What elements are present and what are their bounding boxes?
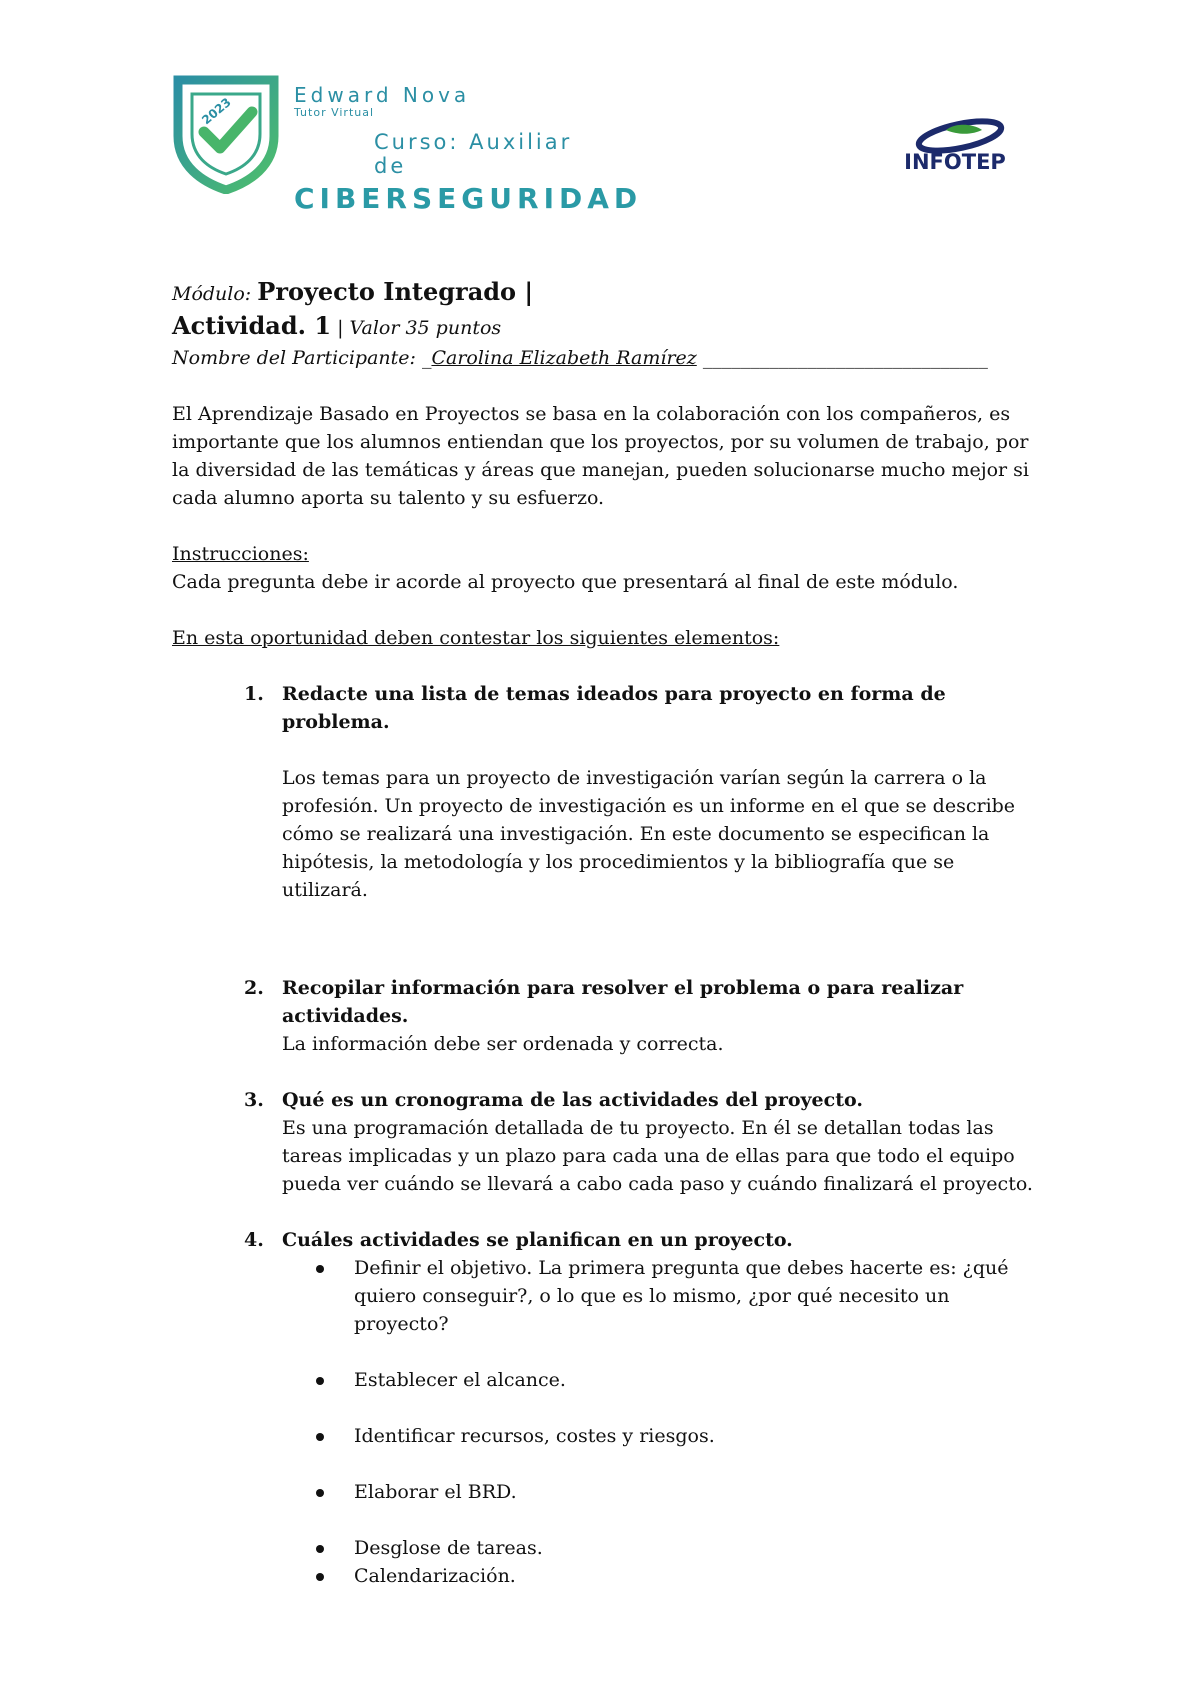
question-number: 1. [244, 683, 264, 705]
instructions-label: Instrucciones: [172, 543, 309, 565]
question-title: Cuáles actividades se planifican en un proyecto. [282, 1229, 793, 1251]
question-number: 3. [244, 1089, 264, 1111]
elements-label: En esta oportunidad deben contestar los siguientes elementos: [172, 627, 780, 649]
question-answer: Es una programación detallada de tu proyecto. En él se detallan todas las tareas implicadas y un plazo para cada una de ellas para que todo el equipo pueda ver cuándo se llevará a cabo cada paso y cuándo finalizará el proyecto. [282, 1117, 1033, 1195]
question-1 [172, 680, 1042, 904]
bullet-icon [316, 1377, 324, 1385]
participant-label: Nombre del Participante: _ [172, 347, 432, 369]
list-item-text: Elaborar el BRD. [354, 1481, 517, 1503]
bullet-icon [316, 1545, 324, 1553]
question-title: Recopilar información para resolver el problema o para realizar actividades. [282, 977, 964, 1027]
question-title: Redacte una lista de temas ideados para proyecto en forma de problema. [282, 683, 946, 733]
questions-list [172, 680, 1042, 1590]
list-item-text: Definir el objetivo. La primera pregunta que debes hacerte es: ¿qué quiero conseguir?, o lo que es lo mismo, ¿por qué necesito un proyecto? [354, 1257, 1009, 1335]
list-item [282, 1478, 1042, 1506]
participant-name: Carolina Elizabeth Ramírez [431, 347, 697, 369]
document-body [172, 276, 1042, 1590]
question-number: 2. [244, 977, 264, 999]
list-item [282, 1254, 1042, 1338]
list-item-text: Desglose de tareas. [354, 1537, 543, 1559]
list-item [282, 1422, 1042, 1450]
page-header [170, 74, 1050, 215]
question-answer: Los temas para un proyecto de investigación varían según la carrera o la profesión. Un proyecto de investigación es un informe en el que se describe cómo se realizará una investigación. En este documento se especifican la hipótesis, la metodología y los procedimientos y la bibliografía que se utilizará. [282, 767, 1016, 901]
modulo-value: Proyecto Integrado | [257, 277, 534, 306]
shield-check-logo [170, 74, 290, 194]
bullet-icon [316, 1489, 324, 1497]
actividad-label: Actividad. 1 [172, 311, 332, 340]
course-title: CIBERSEGURIDAD [294, 182, 643, 215]
intro-paragraph: El Aprendizaje Basado en Proyectos se basa en la colaboración con los compañeros, es importante que los alumnos entiendan que los proyectos, por su volumen de trabajo, por la diversidad de las temáticas y áreas que manejan, pueden solucionarse mucho mejor si cada alumno aporta su talento y su esfuerzo. [172, 403, 1030, 509]
actividad-value: | Valor 35 puntos [337, 317, 502, 339]
list-item-text: Establecer el alcance. [354, 1369, 566, 1391]
bullet-icon [316, 1433, 324, 1441]
brand-block [294, 83, 643, 216]
question-4 [172, 1226, 1042, 1590]
list-item [282, 1562, 1042, 1590]
infotep-logo [890, 116, 1020, 176]
list-item-text: Identificar recursos, costes y riesgos. [354, 1425, 715, 1447]
list-item [282, 1534, 1042, 1562]
question-number: 4. [244, 1229, 264, 1251]
course-line: Curso: Auxiliar de [374, 130, 573, 178]
list-item-text: Calendarización. [354, 1565, 516, 1587]
shield-year: 2023 [199, 95, 234, 128]
bullet-icon [316, 1573, 324, 1581]
activities-list [282, 1254, 1042, 1590]
participant-fill: ______________________________ [696, 347, 988, 369]
question-3 [172, 1086, 1042, 1198]
instructions-text: Cada pregunta debe ir acorde al proyecto que presentará al final de este módulo. [172, 571, 959, 593]
bullet-icon [316, 1265, 324, 1273]
question-title: Qué es un cronograma de las actividades del proyecto. [282, 1089, 863, 1111]
modulo-line [172, 276, 1042, 310]
brand-role: Tutor Virtual [294, 106, 375, 119]
participant-line [172, 344, 1042, 372]
question-answer: La información debe ser ordenada y correcta. [282, 1033, 724, 1055]
list-item [282, 1366, 1042, 1394]
question-2 [172, 974, 1042, 1058]
modulo-label: Módulo: [172, 283, 252, 305]
brand-name: Edward Nova [294, 83, 471, 107]
infotep-logo-text: INFOTEP [904, 150, 1006, 174]
actividad-line [172, 310, 1042, 344]
